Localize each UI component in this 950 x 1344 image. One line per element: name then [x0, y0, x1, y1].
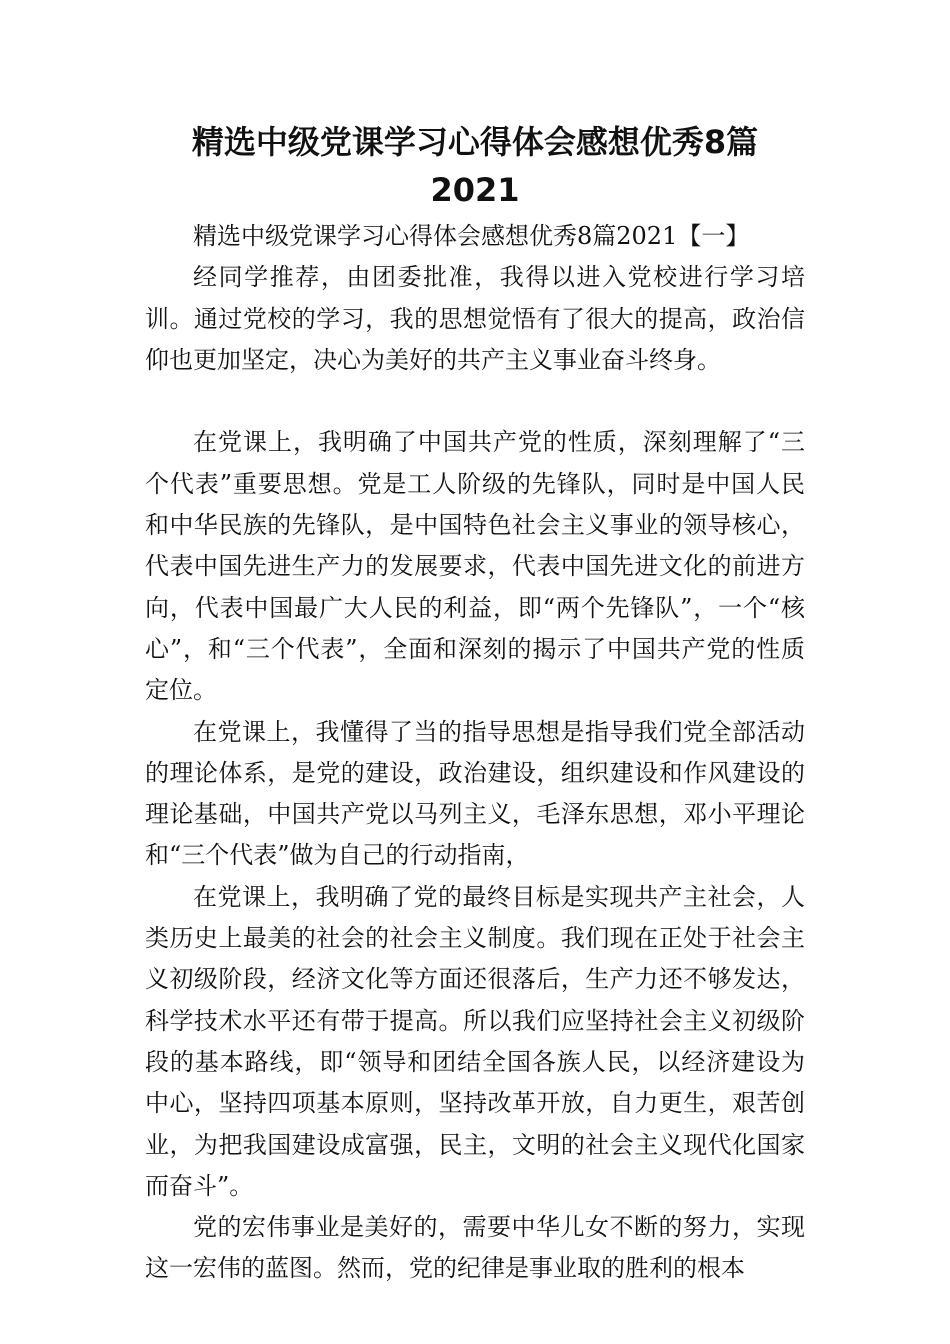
paragraph-2: 在党课上，我明确了中国共产党的性质，深刻理解了“三个代表”重要思想。党是工人阶级的先锋队，同时是中国人民和中华民族的先锋队，是中国特色社会主义事业的领导核心，代表中国先进生产力的发展要求，代表中国先进文化的前进方向，代表中国最广大人民的利益，即“两个先锋队”，一个“核心”，和“三个代表”，全面和深刻的揭示了中国共产党的性质定位。: [145, 428, 805, 705]
document-title-line-2: 2021: [430, 171, 520, 209]
paragraph-spacer: [145, 381, 805, 422]
paragraph-5: 党的宏伟事业是美好的，需要中华儿女不断的努力，实现这一宏伟的蓝图。然而，党的纪律是事业取的胜利的根本: [145, 1213, 805, 1283]
section-heading: 精选中级党课学习心得体会感想优秀8篇2021【一】: [193, 222, 750, 250]
document-body: [145, 216, 805, 1290]
paragraph-3: 在党课上，我懂得了当的指导思想是指导我们党全部活动的理论体系，是党的建设，政治建设，组织建设和作风建设的理论基础，中国共产党以马列主义，毛泽东思想，邓小平理论和“三个代表”做为自己的行动指南，: [145, 717, 805, 870]
document-title-line-1: 精选中级党课学习心得体会感想优秀8篇: [191, 123, 759, 161]
paragraph-1: 经同学推荐，由团委批准，我得以进入党校进行学习培训。通过党校的学习，我的思想觉悟有了很大的提高，政治信仰也更加坚定，决心为美好的共产主义事业奋斗终身。: [145, 263, 805, 374]
paragraph-4: 在党课上，我明确了党的最终目标是实现共产主社会，人类历史上最美的社会的社会主义制度。我们现在正处于社会主义初级阶段，经济文化等方面还很落后，生产力还不够发达，科学技术水平还有带于提高。所以我们应坚持社会主义初级阶段的基本路线，即“领导和团结全国各族人民，以经济建设为中心，坚持四项基本原则，坚持改革开放，自力更生，艰苦创业，为把我国建设成富强，民主，文明的社会主义现代化国家而奋斗”。: [145, 882, 805, 1200]
